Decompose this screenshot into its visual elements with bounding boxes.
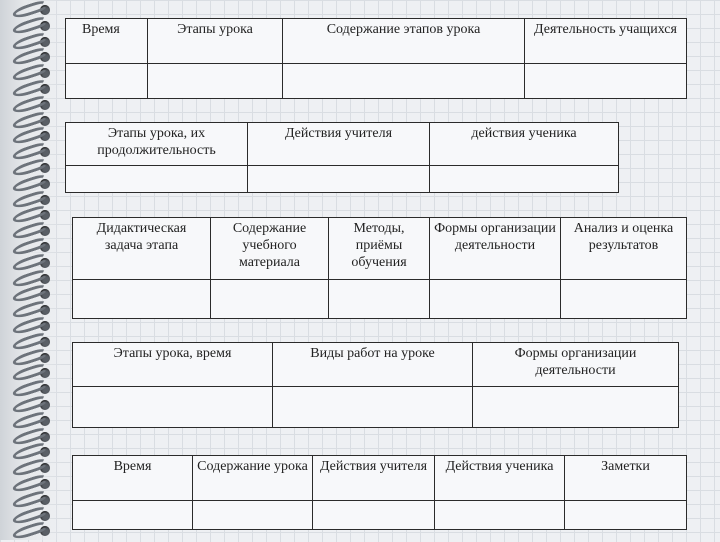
spiral-ring [10, 81, 56, 97]
empty-cell[interactable] [329, 280, 430, 319]
spiral-ring [10, 381, 56, 397]
lesson-plan-table-3 [72, 217, 687, 319]
header-cell-methods: Методы, приёмы обучения [329, 218, 430, 280]
header-cell-time: Время [73, 456, 193, 501]
spiral-ring [10, 365, 56, 381]
empty-cell[interactable] [211, 280, 329, 319]
header-cell-results-analysis: Анализ и оценка результатов [561, 218, 687, 280]
table-row [66, 166, 619, 193]
empty-cell[interactable] [73, 501, 193, 530]
table-header-row [73, 218, 687, 280]
header-cell-stages: Этапы урока [148, 19, 283, 64]
header-cell-stages-duration: Этапы урока, их продолжительность [66, 123, 248, 166]
spiral-ring [10, 223, 56, 239]
empty-cell[interactable] [283, 64, 525, 99]
spiral-ring [10, 113, 56, 129]
header-cell-student-actions: Действия ученика [435, 456, 565, 501]
empty-cell[interactable] [561, 280, 687, 319]
spiral-ring [10, 413, 56, 429]
spiral-ring [10, 334, 56, 350]
table-row [73, 280, 687, 319]
spiral-ring [10, 508, 56, 524]
spiral-ring [10, 144, 56, 160]
empty-cell[interactable] [565, 501, 687, 530]
spiral-ring [10, 49, 56, 65]
table-row [66, 64, 687, 99]
table-header-row [73, 343, 679, 387]
header-cell-organization-forms: Формы организации деятельности [473, 343, 679, 387]
header-cell-stage-content: Содержание этапов урока [283, 19, 525, 64]
header-cell-notes: Заметки [565, 456, 687, 501]
lesson-plan-table-4 [72, 342, 679, 428]
spiral-ring [10, 444, 56, 460]
spiral-ring [10, 160, 56, 176]
spiral-ring [10, 34, 56, 50]
spiral-ring [10, 523, 56, 539]
spiral-ring [10, 397, 56, 413]
spiral-ring [10, 492, 56, 508]
spiral-ring [10, 65, 56, 81]
spiral-ring [10, 350, 56, 366]
empty-cell[interactable] [430, 166, 619, 193]
empty-cell[interactable] [435, 501, 565, 530]
header-cell-teacher-actions: Действия учителя [313, 456, 435, 501]
empty-cell[interactable] [313, 501, 435, 530]
empty-cell[interactable] [473, 387, 679, 428]
lesson-plan-table-2 [65, 122, 619, 193]
empty-cell[interactable] [525, 64, 687, 99]
header-cell-work-types: Виды работ на уроке [273, 343, 473, 387]
empty-cell[interactable] [248, 166, 430, 193]
header-cell-student-activity: Деятельность учащихся [525, 19, 687, 64]
table-header-row [73, 456, 687, 501]
empty-cell[interactable] [193, 501, 313, 530]
spiral-ring [10, 192, 56, 208]
spiral-ring [10, 318, 56, 334]
spiral-ring [10, 97, 56, 113]
spiral-binding [0, 0, 62, 540]
table-row [73, 387, 679, 428]
spiral-ring [10, 207, 56, 223]
lesson-plan-table-5 [72, 455, 687, 530]
spiral-ring [10, 255, 56, 271]
spiral-ring [10, 302, 56, 318]
spiral-ring [10, 460, 56, 476]
header-cell-student-actions: действия ученика [430, 123, 619, 166]
spiral-ring [10, 128, 56, 144]
lesson-plan-table-1 [65, 18, 687, 99]
header-cell-didactic-task: Дидактическая задача этапа [73, 218, 211, 280]
spiral-ring [10, 271, 56, 287]
spiral-ring [10, 429, 56, 445]
table-header-row [66, 19, 687, 64]
empty-cell[interactable] [66, 166, 248, 193]
header-cell-time: Время [66, 19, 148, 64]
spiral-ring [10, 476, 56, 492]
header-cell-material-content: Содержание учебного материала [211, 218, 329, 280]
empty-cell[interactable] [66, 64, 148, 99]
spiral-ring [10, 176, 56, 192]
empty-cell[interactable] [73, 387, 273, 428]
spiral-ring [10, 2, 56, 18]
empty-cell[interactable] [430, 280, 561, 319]
header-cell-stages-time: Этапы урока, время [73, 343, 273, 387]
spiral-ring [10, 286, 56, 302]
table-header-row [66, 123, 619, 166]
spiral-ring [10, 18, 56, 34]
empty-cell[interactable] [273, 387, 473, 428]
empty-cell[interactable] [148, 64, 283, 99]
header-cell-activity-forms: Формы организации деятельности [430, 218, 561, 280]
empty-cell[interactable] [73, 280, 211, 319]
header-cell-lesson-content: Содержание урока [193, 456, 313, 501]
header-cell-teacher-actions: Действия учителя [248, 123, 430, 166]
spiral-ring [10, 239, 56, 255]
table-row [73, 501, 687, 530]
